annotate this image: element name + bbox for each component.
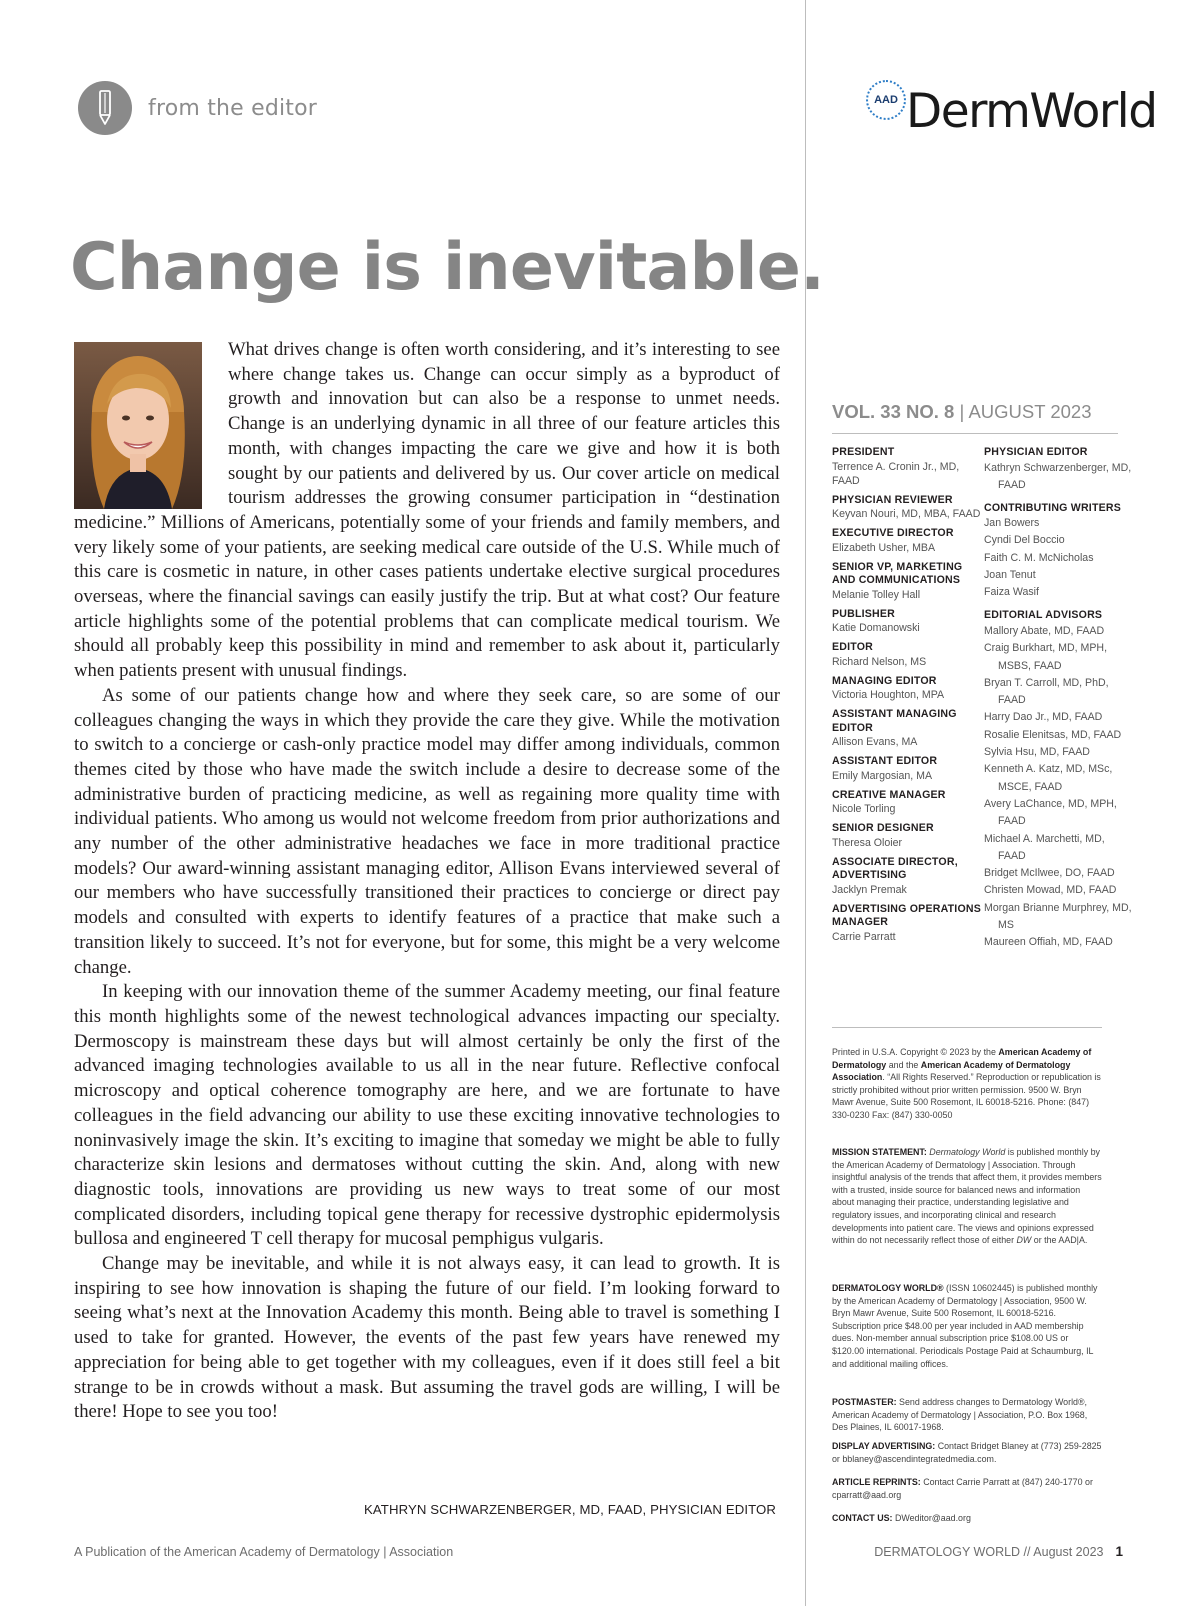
advisor-name: Morgan Brianne Murphrey, MD, MS bbox=[984, 901, 1132, 932]
logo-wordmark: DermWorld bbox=[906, 84, 1157, 139]
writer-name: Cyndi Del Boccio bbox=[984, 534, 1065, 547]
mission-statement: MISSION STATEMENT: Dermatology World is published monthly by the American Academy of Dermatology | Association. Through insightful analysis of the trends that affect them, it provides members with a trusted, inside source for balanced news and information about managing their practice, understanding legislative and regulatory issues, and incorporating clinical and research developments into patient care. The views and opinions expressed within do not necessarily reflect those of either DW or the AAD|A. bbox=[832, 1147, 1102, 1246]
issue-volume: VOL. 33 NO. 8 bbox=[832, 401, 955, 422]
masthead-editorial-column bbox=[984, 446, 1134, 960]
advisor-name: Christen Mowad, MD, FAAD bbox=[984, 884, 1117, 897]
masthead-role: ASSISTANT EDITOR Emily Margosian, MA bbox=[832, 755, 938, 782]
writer-name: Faith C. M. McNicholas bbox=[984, 551, 1094, 564]
footer-publication: A Publication of the American Academy of Dermatology | Association bbox=[74, 1545, 454, 1559]
masthead-role: ASSISTANT MANAGING EDITOR Allison Evans, MA bbox=[832, 708, 957, 748]
article-body bbox=[74, 338, 780, 1425]
advisor-name: Kenneth A. Katz, MD, MSc, MSCE, FAAD bbox=[984, 763, 1113, 793]
advisor-name: Bridget McIlwee, DO, FAAD bbox=[984, 867, 1115, 880]
writer-name: Joan Tenut bbox=[984, 568, 1036, 581]
photo-float-spacer bbox=[74, 338, 228, 506]
dermworld-logo bbox=[866, 80, 1166, 148]
issue-separator: | bbox=[954, 401, 969, 422]
masthead-role: PRESIDENT Terrence A. Cronin Jr., MD, FAAD bbox=[832, 446, 960, 487]
writer-name: Faiza Wasif bbox=[984, 586, 1039, 599]
physician-editor-group: PHYSICIAN EDITOR Kathryn Schwarzenberger, MD, FAAD bbox=[984, 446, 1132, 491]
editorial-advisors-group: EDITORIAL ADVISORS Mallory Abate, MD, FAAD Craig Burkhart, MD, MPH, MSBS, FAAD Bryan T. Carroll, MD, PhD, FAAD Harry Dao Jr., MD, FAAD Rosalie Elenitsas, MD, FAAD Sylvia Hsu, MD, FAAD Kenneth A. Katz, MD, MSc, MSCE, FAAD Avery LaChance, MD, MPH, FAAD Michael A. Marchetti, MD, FAAD Bridget McIlwee, DO, FAAD Christen Mowad, MD, FAAD Morgan Brianne Murphrey, MD, MS Maureen Offiah, MD, FAAD bbox=[984, 609, 1134, 951]
masthead-staff-column bbox=[832, 446, 982, 950]
issue-line bbox=[832, 401, 1092, 423]
postmaster-info: POSTMASTER: Send address changes to Dermatology World®, American Academy of Dermatology | Association, P.O. Box 1968, Des Plaines, IL 60017-1968. bbox=[832, 1397, 1088, 1433]
masthead-role: CREATIVE MANAGER Nicole Torling bbox=[832, 788, 946, 815]
article-headline: Change is inevitable. bbox=[70, 230, 824, 305]
masthead-role: ADVERTISING OPERATIONS MANAGER Carrie Parratt bbox=[832, 902, 981, 943]
issue-date: AUGUST 2023 bbox=[968, 401, 1092, 422]
footer-magazine-date: DERMATOLOGY WORLD // August 2023 bbox=[874, 1545, 1104, 1559]
contact-info: CONTACT US: DWeditor@aad.org bbox=[832, 1513, 971, 1523]
advisor-name: Craig Burkhart, MD, MPH, MSBS, FAAD bbox=[984, 642, 1108, 672]
masthead-role: SENIOR DESIGNER Theresa Oloier bbox=[832, 822, 934, 849]
footer-folio bbox=[874, 1544, 1123, 1559]
masthead-role: PUBLISHER Katie Domanowski bbox=[832, 607, 920, 634]
paragraph-3: In keeping with our innovation theme of the summer Academy meeting, our final feature this month highlights some of the newest technological advances impacting our specialty. Dermoscopy is mainstream these days but will almost certainly be only the first of the advanced imaging technologies available to us all in the near future. Reflective confocal microscopy and optical coherence tomography are here, and we are fortunate to have colleagues in the field advancing our ability to use these exciting innovative technologies to noninvasively image the skin. It’s exciting to imagine that someday we might be able to fully characterize skin lesions and dermatoses without cutting the skin. And, along with new diagnostic tools, innovations are providing us new ways to treat some of our most complicated disorders, including topical gene therapy for recessive dystrophic epidermolysis bullosa and engineered T cell therapy for mucosal pemphigus vulgaris. bbox=[74, 981, 780, 1250]
advisor-name: Maureen Offiah, MD, FAAD bbox=[984, 936, 1113, 949]
masthead-role: PHYSICIAN REVIEWER Keyvan Nouri, MD, MBA, FAAD bbox=[832, 493, 981, 520]
masthead-role: EXECUTIVE DIRECTOR Elizabeth Usher, MBA bbox=[832, 527, 954, 554]
paragraph-1: What drives change is often worth considering, and it’s interesting to see where change takes us. Change can occur simply as a byproduct of growth and innovation but can also be a response to unmet needs. Change is an underlying dynamic in all three of our feature articles this month, with changes impacting the care we give and how it is both sought by our patients and delivered by us. Our cover article on medical tourism addresses the growing consumer participation in “destination medicine.” Millions of Americans, potentially some of your friends and family members, and very likely some of your patients, are seeking medical care outside of the U.S. While much of this care is cosmetic in nature, in other cases patients undertake elective surgical procedures overseas, where the financial savings can easily justify the trip. But at what cost? Our feature article highlights some of the potential problems that can complicate medical tourism. We should all probably keep this possibility in mind and remember to ask about it, particularly when patients present with unusual findings. bbox=[74, 339, 780, 682]
masthead-role: SENIOR VP, MARKETING AND COMMUNICATIONS Melanie Tolley Hall bbox=[832, 560, 963, 601]
copyright-notice: Printed in U.S.A. Copyright © 2023 by the American Academy of Dermatology and the American Academy of Dermatology Association. “All Rights Reserved.” Reproduction or republication is strictly prohibited without prior written permission. 9500 W. Bryn Mawr Avenue, Suite 500 Rosemont, IL 60018-5216. Phone: (847) 330-0230 Fax: (847) 330-0050 bbox=[832, 1047, 1101, 1120]
pencil-icon bbox=[78, 81, 132, 135]
paragraph-2: As some of our patients change how and where they seek care, so are some of our colleagues changing the ways in which they provide the care they give. While the motivation to switch to a concierge or cash-only practice model may differ among individuals, common themes cited by those who have made the switch include a desire to decrease some of the administrative burden of practicing medicine, as well as regaining more quality time with individual patients. Who among us would not welcome freedom from prior authorizations and any number of the other administrative headaches we face in more traditional practice models? Our award-winning assistant managing editor, Allison Evans interviewed several of our members who have successfully transitioned their practices to concierge or direct pay models and consulted with experts to identify features of a practice that make such a transition likely to succeed. It’s not for everyone, but for some, this might be a very welcome change. bbox=[74, 684, 780, 978]
aad-badge: AAD bbox=[866, 80, 906, 120]
advisor-name: Mallory Abate, MD, FAAD bbox=[984, 624, 1105, 637]
advisor-name: Bryan T. Carroll, MD, PhD, FAAD bbox=[984, 676, 1109, 707]
contributing-writers-group: CONTRIBUTING WRITERS Jan Bowers Cyndi Del Boccio Faith C. M. McNicholas Joan Tenut Faiza Wasif bbox=[984, 502, 1134, 602]
advisor-name: Sylvia Hsu, MD, FAAD bbox=[984, 746, 1090, 759]
writer-name: Jan Bowers bbox=[984, 517, 1040, 529]
advisor-name: Michael A. Marchetti, MD, FAAD bbox=[984, 832, 1105, 862]
display-advertising-info: DISPLAY ADVERTISING: Contact Bridget Blaney at (773) 259-2825 or bblaney@ascendintegratedmedia.com. bbox=[832, 1441, 1102, 1464]
editor-signature: KATHRYN SCHWARZENBERGER, MD, FAAD, PHYSICIAN EDITOR bbox=[363, 1502, 776, 1517]
section-tag bbox=[78, 80, 317, 136]
page-number: 1 bbox=[1115, 1544, 1123, 1559]
paragraph-4: Change may be inevitable, and while it is not always easy, it can lead to growth. It is inspiring to see how innovation is shaping the future of our field. I’m looking forward to seeing what’s next at the Innovation Academy this month. Being able to travel is something I used to take for granted. However, the events of the past few years have renewed my appreciation for being able to get together with my colleagues, even if it does still feel a bit strange to be in crowds without a mask. But assuming the travel gods are willing, I will be there! Hope to see you too! bbox=[74, 1253, 780, 1423]
subscription-info: DERMATOLOGY WORLD® (ISSN 10602445) is published monthly by the American Academy of Dermatology | Association, 9500 W. Bryn Mawr Avenue, Suite 500 Rosemont, IL 60018-5216. Subscription price $48.00 per year included in AAD membership dues. Non-member annual subscription price $108.00 US or $120.00 international. Periodicals Postage Paid at Schaumburg, IL and additional mailing offices. bbox=[832, 1283, 1098, 1369]
masthead-bottom-rule bbox=[832, 1027, 1102, 1028]
masthead-role: ASSOCIATE DIRECTOR, ADVERTISING Jacklyn Premak bbox=[832, 855, 958, 896]
advisor-name: Avery LaChance, MD, MPH, FAAD bbox=[984, 797, 1117, 828]
masthead-role: EDITOR Richard Nelson, MS bbox=[832, 641, 927, 668]
advisor-name: Harry Dao Jr., MD, FAAD bbox=[984, 711, 1103, 724]
masthead-top-rule bbox=[832, 433, 1118, 434]
article-reprints-info: ARTICLE REPRINTS: Contact Carrie Parratt at (847) 240-1770 or cparratt@aad.org bbox=[832, 1477, 1093, 1500]
advisor-name: Rosalie Elenitsas, MD, FAAD bbox=[984, 728, 1122, 741]
section-label: from the editor bbox=[148, 95, 318, 121]
masthead-role: MANAGING EDITOR Victoria Houghton, MPA bbox=[832, 674, 945, 701]
